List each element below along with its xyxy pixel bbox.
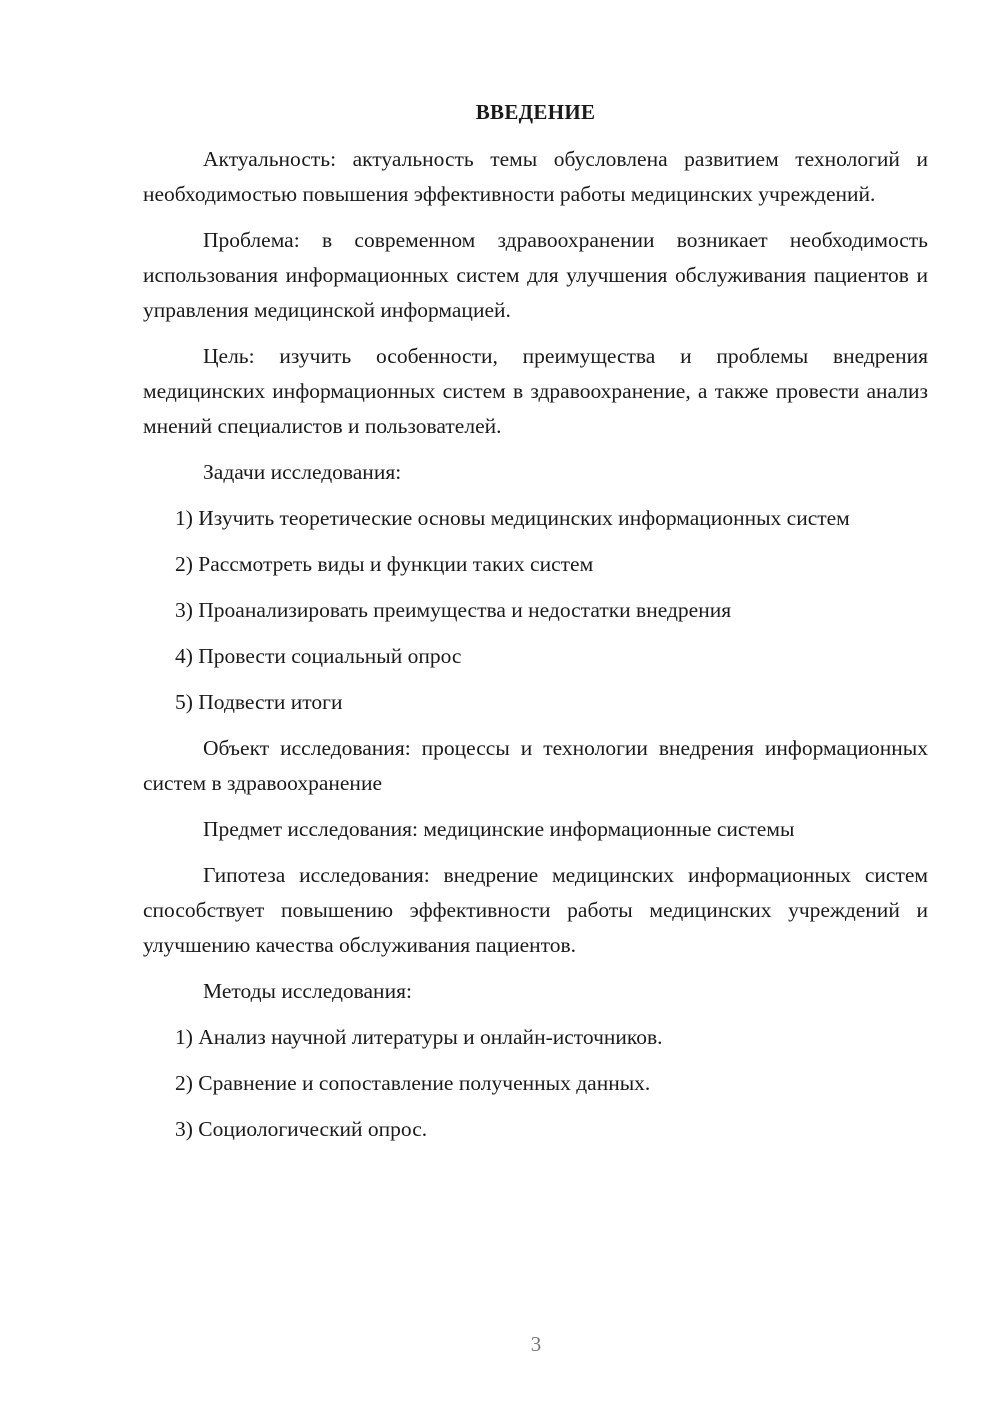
task-item: 3) Проанализировать преимущества и недостатки внедрения (175, 598, 732, 622)
page-content (143, 95, 928, 1158)
method-item: 1) Анализ научной литературы и онлайн-источников. (175, 1025, 663, 1049)
task-item: 4) Провести социальный опрос (175, 644, 462, 668)
method-item: 2) Сравнение и сопоставление полученных данных. (175, 1071, 651, 1095)
hypothesis-paragraph: Гипотеза исследования: внедрение медицинских информационных систем способствует повышению эффективности работы медицинских учреждений и улучшению качества обслуживания пациентов. (143, 863, 928, 957)
tasks-heading: Задачи исследования: (203, 460, 402, 484)
problem-paragraph: Проблема: в современном здравоохранении возникает необходимость использования информационных систем для улучшения обслуживания пациентов и управления медицинской информацией. (143, 228, 928, 322)
goal-paragraph: Цель: изучить особенности, преимущества и проблемы внедрения медицинских информационных систем в здравоохранение, а также провести анализ мнений специалистов и пользователей. (143, 344, 928, 438)
page-number: 3 (530, 1332, 542, 1356)
task-item: 2) Рассмотреть виды и функции таких систем (175, 552, 594, 576)
task-item: 5) Подвести итоги (175, 690, 343, 714)
subject-paragraph: Предмет исследования: медицинские информационные системы (203, 817, 795, 841)
relevance-paragraph: Актуальность: актуальность темы обусловлена развитием технологий и необходимостью повышения эффективности работы медицинских учреждений. (143, 147, 928, 206)
task-item: 1) Изучить теоретические основы медицинских информационных систем (175, 506, 850, 530)
object-paragraph: Объект исследования: процессы и технологии внедрения информационных систем в здравоохранение (143, 736, 928, 795)
methods-heading: Методы исследования: (203, 979, 412, 1003)
section-title: ВВЕДЕНИЕ (475, 100, 596, 124)
method-item: 3) Социологический опрос. (175, 1117, 428, 1141)
